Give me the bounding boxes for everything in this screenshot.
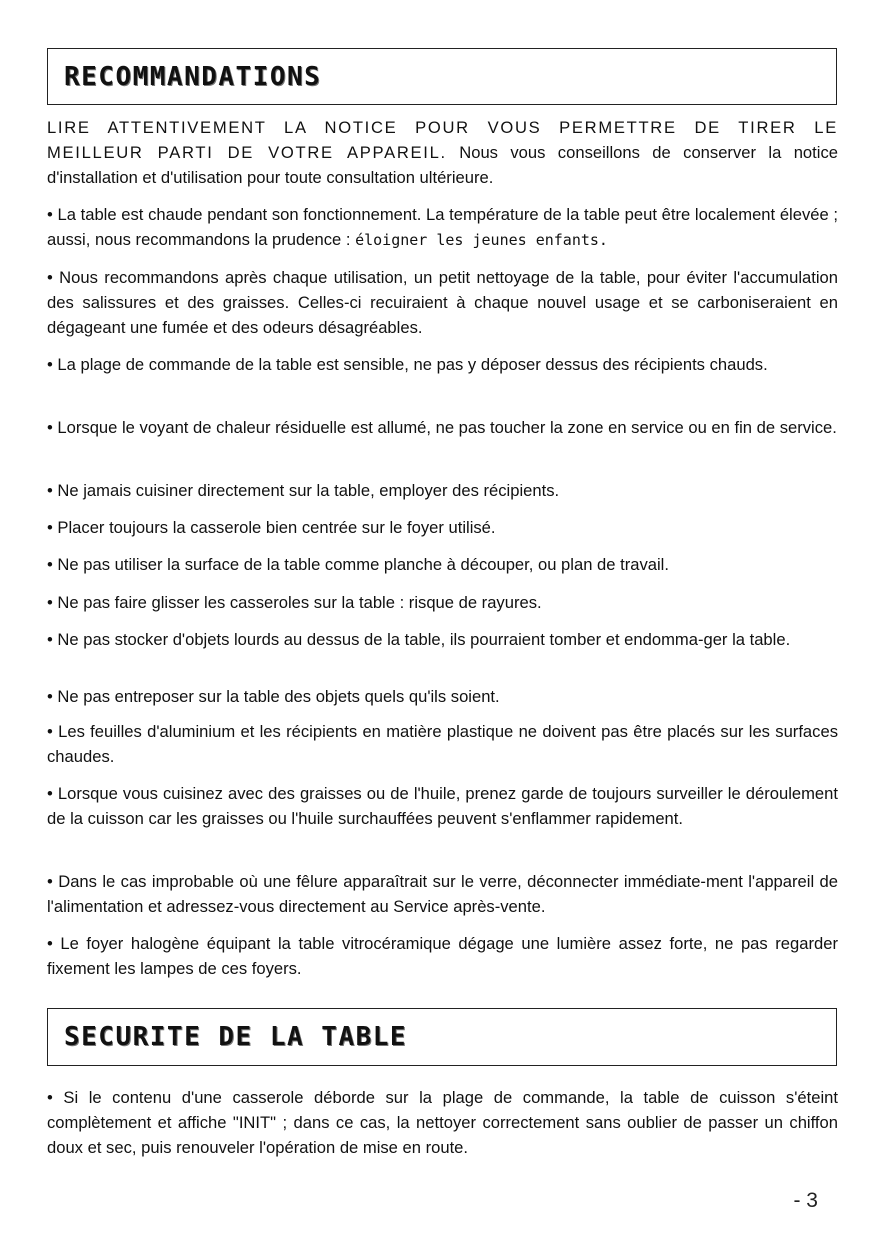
list-item-residual-heat: • Lorsque le voyant de chaleur résiduelle est allumé, ne pas toucher la zone en service ou en fin de service. — [47, 418, 837, 437]
list-item-cracked-glass: • Dans le cas improbable où une fêlure apparaîtrait sur le verre, déconnecter immédiate-ment l'appareil de l'alimentation et adressez-vous directement au Service après-vente. — [47, 872, 838, 916]
hot-table-text: • La table est chaude pendant son fonctionnement. La température de la table peut être localement élevée ; aussi, nous recommandons la prudence : — [47, 205, 838, 249]
list-item-aluminium: • Les feuilles d'aluminium et les récipients en matière plastique ne doivent pas être placés sur les surfaces chaudes. — [47, 722, 838, 766]
securite-title: SECURITE DE LA TABLE — [64, 1022, 408, 1052]
recommandations-header-box — [47, 48, 837, 105]
list-item-halogen: • Le foyer halogène équipant la table vitrocéramique dégage une lumière assez forte, ne pas regarder fixement les lampes de ces foyers. — [47, 934, 838, 978]
page-number: - 3 — [793, 1189, 818, 1212]
list-item-use-containers: • Ne jamais cuisiner directement sur la table, employer des récipients. — [47, 481, 560, 500]
hot-table-emphasis: éloigner les jeunes enfants. — [355, 231, 608, 249]
list-item-no-cutting: • Ne pas utiliser la surface de la table comme planche à découper, ou plan de travail. — [47, 555, 669, 574]
list-item-overflow: • Si le contenu d'une casserole déborde sur la plage de commande, la table de cuisson s'éteint complètement et affiche "INIT" ; dans ce cas, la nettoyer correctement sans oublier de passer un chiffon doux et sec, puis renouveler l'opération de mise en route. — [47, 1088, 838, 1157]
list-item-oil-fire: • Lorsque vous cuisinez avec des graisses ou de l'huile, prenez garde de toujours surveiller le déroulement de la cuisson car les graisses ou l'huile surchauffées peuvent s'enflammer rapidement. — [47, 784, 838, 828]
list-item-no-sliding: • Ne pas faire glisser les casseroles sur la table : risque de rayures. — [47, 593, 542, 612]
intro-rest: Nous vous conseillons de conserver la notice d'installation et d'utilisation pour toute consultation ultérieure. — [47, 143, 838, 187]
list-item-heavy-objects: • Ne pas stocker d'objets lourds au dessus de la table, ils pourraient tomber et endomma-ger la table. — [47, 630, 791, 649]
intro-lead: LIRE ATTENTIVEMENT LA NOTICE POUR VOUS PERMETTRE DE TIRER LE MEILLEUR PARTI DE VOTRE APPAREIL. — [47, 118, 838, 162]
hot-table-paragraph — [47, 202, 838, 253]
list-item-no-storage: • Ne pas entreposer sur la table des objets quels qu'ils soient. — [47, 687, 500, 706]
list-item-center-pan: • Placer toujours la casserole bien centrée sur le foyer utilisé. — [47, 518, 496, 537]
recommandations-title: RECOMMANDATIONS — [64, 61, 322, 92]
list-item-control-zone: • La plage de commande de la table est sensible, ne pas y déposer dessus des récipients chauds. — [47, 355, 768, 374]
intro-paragraph — [47, 115, 838, 190]
securite-header-box — [47, 1008, 837, 1066]
list-item-cleaning: • Nous recommandons après chaque utilisation, un petit nettoyage de la table, pour éviter l'accumulation des salissures et des graisses. Celles-ci recuiraient à chaque nouvel usage et se carboniseraient en dégageant une fumée et des odeurs désagréables. — [47, 268, 838, 337]
